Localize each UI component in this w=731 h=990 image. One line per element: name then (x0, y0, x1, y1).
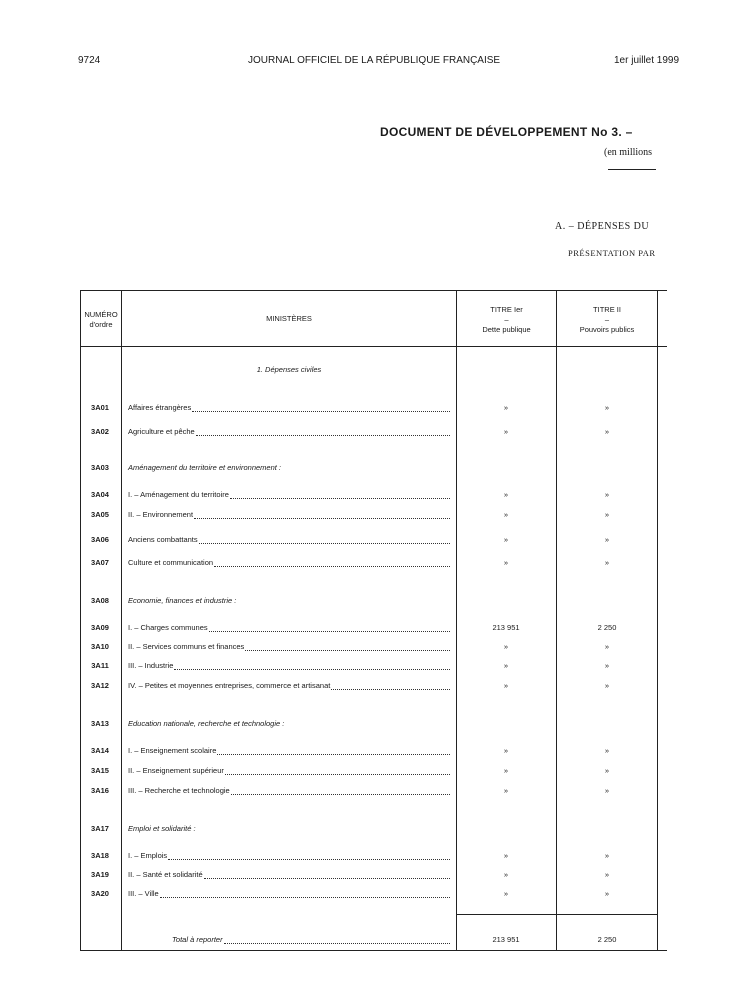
row-label-text: II. – Enseignement supérieur (128, 766, 224, 775)
leader-dots (224, 936, 450, 944)
col-header-numero: NUMÉRO d'ordre (84, 310, 118, 329)
leader-dots (225, 767, 450, 775)
row-titre1-value: » (503, 870, 509, 879)
table-divider-code (121, 290, 122, 950)
row-code: 3A14 (91, 746, 109, 755)
row-titre2-value: » (604, 535, 610, 544)
table-divider-right (657, 290, 658, 950)
row-titre1-value: » (503, 427, 509, 436)
row-code: 3A06 (91, 535, 109, 544)
row-code: 3A01 (91, 403, 109, 412)
row-code: 3A09 (91, 623, 109, 632)
row-titre1-value: » (503, 889, 509, 898)
row-label (128, 661, 450, 670)
row-titre1-value: » (503, 558, 509, 567)
row-label (128, 681, 450, 690)
row-titre1-value: » (503, 766, 509, 775)
row-titre1-value: » (503, 786, 509, 795)
leader-dots (209, 624, 450, 632)
row-heading: Economie, finances et industrie : (128, 596, 237, 605)
table-divider-titre1 (456, 290, 457, 950)
presentation-title: PRÉSENTATION PAR (568, 248, 656, 258)
row-heading: Aménagement du territoire et environnement : (128, 463, 281, 472)
leader-dots (199, 536, 450, 544)
row-label-text: I. – Enseignement scolaire (128, 746, 217, 755)
row-label (128, 427, 450, 436)
total-titre2: 2 250 (597, 935, 617, 944)
row-code: 3A10 (91, 642, 109, 651)
row-label (128, 766, 450, 775)
row-label-text: III. – Ville (128, 889, 159, 898)
col-header-ministeres: MINISTÈRES (266, 314, 312, 323)
row-label-text: I. – Aménagement du territoire (128, 490, 229, 499)
section-title: A. – DÉPENSES DU (555, 221, 650, 232)
total-titre1: 213 951 (492, 935, 520, 944)
leader-dots (217, 747, 450, 755)
row-label (128, 889, 450, 898)
row-label-text: IV. – Petites et moyennes entreprises, commerce et artisanat (128, 681, 331, 690)
leader-dots (214, 559, 450, 567)
row-code: 3A13 (91, 719, 109, 728)
row-titre1-value: » (503, 490, 509, 499)
row-label-text: II. – Santé et solidarité (128, 870, 203, 879)
row-titre2-value: » (604, 870, 610, 879)
col-header-titre1: TITRE Ier – Dette publique (482, 305, 531, 334)
row-code: 3A19 (91, 870, 109, 879)
row-label-text: Affaires étrangères (128, 403, 192, 412)
row-label-text: II. – Services communs et finances (128, 642, 245, 651)
units-underline (608, 169, 656, 170)
leader-dots (160, 890, 450, 898)
row-titre2-value: » (604, 681, 610, 690)
journal-title: JOURNAL OFFICIEL DE LA RÉPUBLIQUE FRANÇAISE (248, 55, 501, 66)
row-titre2-value: » (604, 642, 610, 651)
row-titre2-value: » (604, 510, 610, 519)
row-titre1-value: » (503, 510, 509, 519)
row-code: 3A11 (91, 661, 109, 670)
row-titre2-value: » (604, 558, 610, 567)
row-label-text: Agriculture et pêche (128, 427, 195, 436)
total-label: Total à reporter (172, 935, 223, 944)
row-titre1-value: » (503, 851, 509, 860)
row-titre1-value: » (503, 681, 509, 690)
row-titre1-value: » (503, 661, 509, 670)
row-code: 3A12 (91, 681, 109, 690)
row-titre2-value: » (604, 661, 610, 670)
section-subtitle (122, 365, 456, 374)
row-heading: Education nationale, recherche et technologie : (128, 719, 285, 728)
section-subtitle-text: 1. Dépenses civiles (256, 365, 322, 374)
row-label-text: Anciens combattants (128, 535, 198, 544)
leader-dots (196, 428, 450, 436)
row-titre2-value: » (604, 889, 610, 898)
table-bottom-rule (80, 950, 667, 951)
row-label (128, 535, 450, 544)
row-code: 3A08 (91, 596, 109, 605)
row-titre2-value: » (604, 786, 610, 795)
row-code: 3A03 (91, 463, 109, 472)
row-label-text: III. – Industrie (128, 661, 174, 670)
row-label (128, 642, 450, 651)
row-label (128, 403, 450, 412)
table-divider-titre2 (556, 290, 557, 950)
row-label (128, 851, 450, 860)
col-header-titre2: TITRE II – Pouvoirs publics (579, 305, 635, 334)
leader-dots (331, 682, 450, 690)
total-row (172, 935, 450, 944)
page-number: 9724 (78, 55, 101, 66)
row-titre2-value: » (604, 427, 610, 436)
row-titre2-value: » (604, 403, 610, 412)
row-code: 3A07 (91, 558, 109, 567)
leader-dots (231, 787, 450, 795)
row-label-text: Culture et communication (128, 558, 214, 567)
row-titre1-value: » (503, 403, 509, 412)
row-label (128, 786, 450, 795)
row-code: 3A04 (91, 490, 109, 499)
row-label (128, 490, 450, 499)
row-titre1-value: 213 951 (492, 623, 520, 632)
row-titre2-value: » (604, 490, 610, 499)
row-label (128, 558, 450, 567)
leader-dots (174, 662, 450, 670)
row-label-text: III. – Recherche et technologie (128, 786, 230, 795)
units-note: (en millions (604, 147, 653, 158)
table-top-rule (80, 290, 667, 291)
publication-date: 1er juillet 1999 (614, 55, 680, 66)
row-heading: Emploi et solidarité : (128, 824, 196, 833)
row-label-text: I. – Emplois (128, 851, 168, 860)
row-label (128, 746, 450, 755)
row-code: 3A05 (91, 510, 109, 519)
row-code: 3A20 (91, 889, 109, 898)
table-header-rule (80, 346, 667, 347)
row-titre2-value: 2 250 (597, 623, 617, 632)
row-label-text: I. – Charges communes (128, 623, 208, 632)
leader-dots (230, 491, 450, 499)
leader-dots (204, 871, 450, 879)
leader-dots (194, 511, 450, 519)
row-titre1-value: » (503, 746, 509, 755)
leader-dots (168, 852, 450, 860)
row-titre1-value: » (503, 642, 509, 651)
leader-dots (245, 643, 450, 651)
leader-dots (192, 404, 450, 412)
row-code: 3A02 (91, 427, 109, 436)
document-title: DOCUMENT DE DÉVELOPPEMENT No 3. – (380, 125, 633, 139)
row-titre1-value: » (503, 535, 509, 544)
row-label (128, 623, 450, 632)
row-label-text: II. – Environnement (128, 510, 194, 519)
row-code: 3A16 (91, 786, 109, 795)
row-code: 3A15 (91, 766, 109, 775)
row-titre2-value: » (604, 851, 610, 860)
row-code: 3A18 (91, 851, 109, 860)
row-titre2-value: » (604, 766, 610, 775)
row-label (128, 510, 450, 519)
row-titre2-value: » (604, 746, 610, 755)
row-code: 3A17 (91, 824, 109, 833)
row-label (128, 870, 450, 879)
